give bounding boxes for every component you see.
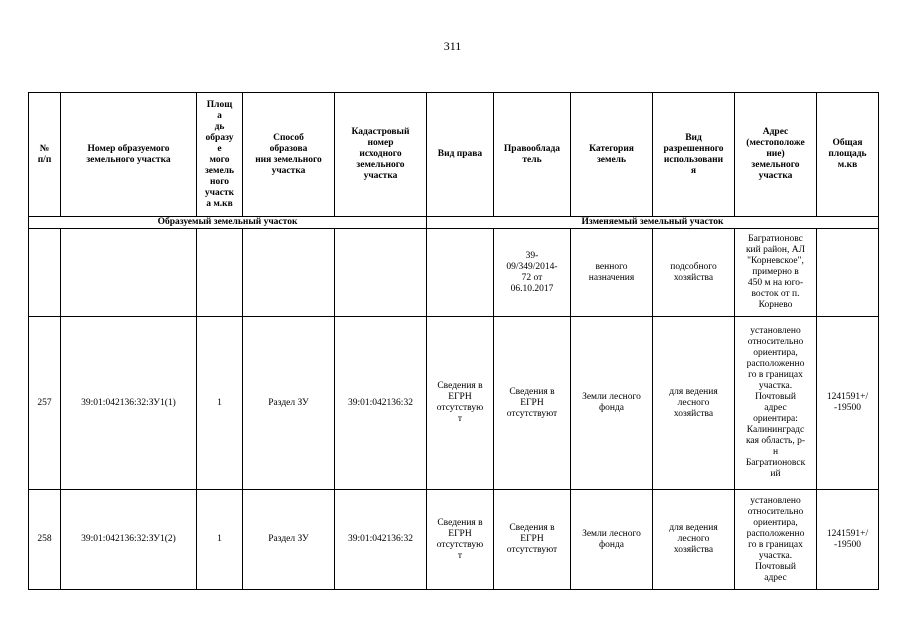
land-plots-table bbox=[28, 92, 879, 590]
table-row bbox=[29, 317, 879, 490]
header-cell-address: Адрес (местоположе ние) земельного участка bbox=[735, 93, 817, 217]
cell-num bbox=[29, 229, 61, 317]
cell-method: Раздел ЗУ bbox=[243, 317, 335, 490]
cell-area: 1 bbox=[197, 317, 243, 490]
page-number: 311 bbox=[443, 39, 462, 53]
section-row bbox=[29, 217, 879, 229]
header-cell-total-area: Общая площадь м.кв bbox=[817, 93, 879, 217]
header-cell-category: Категория земель bbox=[571, 93, 653, 217]
cell-total-area bbox=[817, 229, 879, 317]
cell-total-area: 1241591+/ -19500 bbox=[817, 490, 879, 590]
section-label-changed: Изменяемый земельный участок bbox=[427, 217, 879, 229]
cell-plot-number: 39:01:042136:32:ЗУ1(2) bbox=[61, 490, 197, 590]
header-cell-method: Способ образова ния земельного участка bbox=[243, 93, 335, 217]
cell-right-type bbox=[427, 229, 494, 317]
header-row bbox=[29, 93, 879, 217]
cell-address: установлено относительно ориентира, расположенно го в границах участка. Почтовый адрес bbox=[735, 490, 817, 590]
cell-owner: Сведения в ЕГРН отсутствуют bbox=[494, 490, 571, 590]
cell-area bbox=[197, 229, 243, 317]
cell-category: венного назначения bbox=[571, 229, 653, 317]
header-cell-permitted-use: Вид разрешенного использовани я bbox=[653, 93, 735, 217]
cell-plot-number bbox=[61, 229, 197, 317]
cell-cadastral: 39:01:042136:32 bbox=[335, 490, 427, 590]
cell-address: установлено относительно ориентира, расположенно го в границах участка. Почтовый адрес ориентира: Калининградс кая область, р- н Багратионовск ий bbox=[735, 317, 817, 490]
cell-owner: 39- 09/349/2014- 72 от 06.10.2017 bbox=[494, 229, 571, 317]
cell-method bbox=[243, 229, 335, 317]
cell-right-type: Сведения в ЕГРН отсутствую т bbox=[427, 490, 494, 590]
header-cell-owner: Правооблада тель bbox=[494, 93, 571, 217]
table-row bbox=[29, 229, 879, 317]
cell-cadastral bbox=[335, 229, 427, 317]
cell-method: Раздел ЗУ bbox=[243, 490, 335, 590]
table-row bbox=[29, 490, 879, 590]
header-cell-right-type: Вид права bbox=[427, 93, 494, 217]
cell-total-area: 1241591+/ -19500 bbox=[817, 317, 879, 490]
cell-right-type: Сведения в ЕГРН отсутствую т bbox=[427, 317, 494, 490]
cell-cadastral: 39:01:042136:32 bbox=[335, 317, 427, 490]
cell-address: Багратионовс кий район, АЛ "Корневское", примерно в 450 м на юго- восток от п. Корнево bbox=[735, 229, 817, 317]
cell-plot-number: 39:01:042136:32:ЗУ1(1) bbox=[61, 317, 197, 490]
cell-category: Земли лесного фонда bbox=[571, 490, 653, 590]
cell-permitted-use: для ведения лесного хозяйства bbox=[653, 317, 735, 490]
cell-permitted-use: для ведения лесного хозяйства bbox=[653, 490, 735, 590]
header-cell-cadastral: Кадастровый номер исходного земельного участка bbox=[335, 93, 427, 217]
cell-permitted-use: подсобного хозяйства bbox=[653, 229, 735, 317]
cell-area: 1 bbox=[197, 490, 243, 590]
header-cell-area: Площ а дь образу е мого земель ного участк а м.кв bbox=[197, 93, 243, 217]
cell-category: Земли лесного фонда bbox=[571, 317, 653, 490]
cell-owner: Сведения в ЕГРН отсутствуют bbox=[494, 317, 571, 490]
header-cell-plot-number: Номер образуемого земельного участка bbox=[61, 93, 197, 217]
cell-num: 257 bbox=[29, 317, 61, 490]
header-cell-num: № п/п bbox=[29, 93, 61, 217]
cell-num: 258 bbox=[29, 490, 61, 590]
section-label-formed: Образуемый земельный участок bbox=[29, 217, 427, 229]
